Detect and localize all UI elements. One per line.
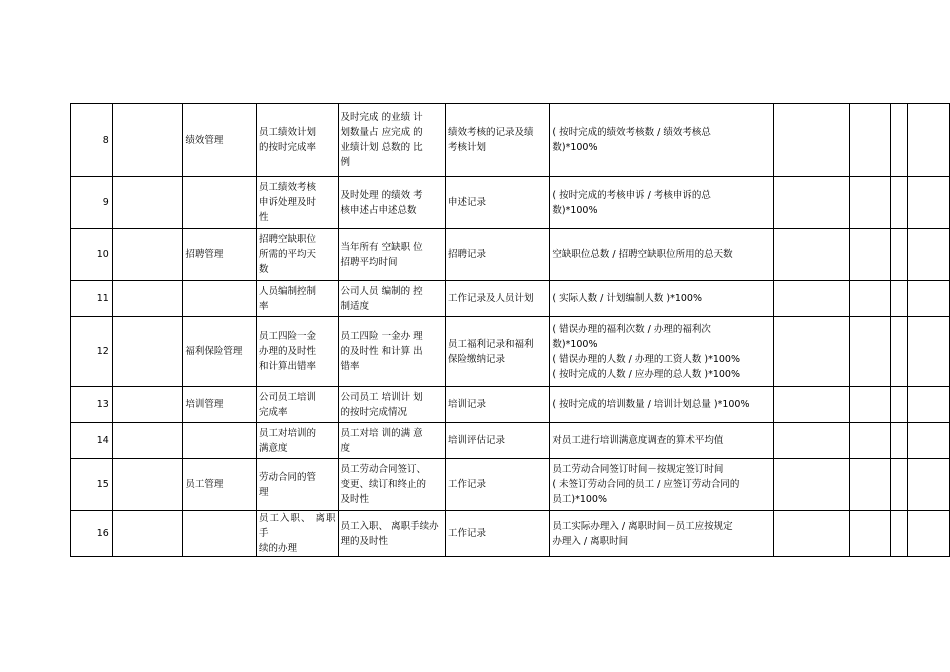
kpi-formula	[550, 281, 774, 317]
kpi-category: 福利保险管理	[183, 317, 257, 387]
kpi-formula-line: 员工实际办理入 / 离职时间－员工应按规定	[552, 520, 733, 532]
kpi-definition	[338, 177, 445, 229]
kpi-table-body	[71, 104, 950, 557]
blank-cell	[891, 423, 908, 459]
kpi-indicator-line: 和计算出错率	[258, 361, 316, 372]
blank-cell	[908, 423, 950, 459]
table-row	[71, 104, 950, 177]
blank-cell	[908, 387, 950, 423]
blank-cell	[891, 104, 908, 177]
kpi-indicator	[256, 511, 338, 557]
kpi-formula-line: ( 按时完成的培训数量 / 培训计划总量 )*100%	[552, 399, 750, 410]
table-row	[71, 387, 950, 423]
kpi-definition-line: 核申述占申述总数	[340, 204, 417, 216]
kpi-indicator-line: 员工对培训的	[258, 427, 316, 439]
kpi-definition	[338, 104, 445, 177]
kpi-definition-line: 划数量占 应完成 的	[340, 127, 423, 138]
kpi-formula-line: ( 按时完成的绩效考核数 / 绩效考核总	[552, 127, 711, 138]
kpi-definition-line: 员工入职、 离职手续办	[340, 520, 439, 532]
blank-cell	[891, 317, 908, 387]
kpi-indicator-line: 性	[258, 212, 269, 223]
kpi-data-source-line: 员工福利记录和福利	[447, 338, 534, 350]
kpi-definition-line: 公司人员 编制的 控	[340, 285, 423, 297]
kpi-definition-line: 员工对培 训的满 意	[340, 427, 423, 439]
kpi-indicator	[256, 281, 338, 317]
kpi-definition-line: 当年所有 空缺职 位	[340, 241, 423, 253]
kpi-data-source-line: 绩效考核的记录及绩	[447, 127, 534, 138]
kpi-formula-line: 空缺职位总数 / 招聘空缺职位所用的总天数	[552, 249, 733, 260]
kpi-indicator	[256, 177, 338, 229]
row-number: 12	[71, 317, 113, 387]
kpi-formula-line: 数)*100%	[552, 142, 598, 153]
kpi-indicator-line: 员工绩效计划	[258, 127, 316, 138]
blank-cell	[112, 459, 183, 511]
kpi-formula-line: 办理入 / 离职时间	[552, 535, 629, 547]
kpi-formula-line: 员工)*100%	[552, 494, 607, 505]
kpi-definition	[338, 459, 445, 511]
kpi-formula-line: ( 未签订劳动合同的员工 / 应签订劳动合同的	[552, 479, 740, 490]
kpi-data-source	[445, 104, 549, 177]
blank-cell	[891, 387, 908, 423]
kpi-indicator	[256, 387, 338, 423]
kpi-data-source	[445, 317, 549, 387]
kpi-indicator-line: 招聘空缺职位	[258, 234, 316, 245]
blank-cell	[908, 317, 950, 387]
kpi-data-source-line: 申述记录	[447, 197, 486, 208]
blank-cell	[774, 387, 850, 423]
blank-cell	[774, 229, 850, 281]
kpi-definition-line: 员工四险 一金办 理	[340, 331, 423, 342]
kpi-formula-line: ( 错误办理的人数 / 办理的工资人数 )*100%	[552, 353, 740, 365]
kpi-definition	[338, 511, 445, 557]
blank-cell	[112, 387, 183, 423]
table-row	[71, 177, 950, 229]
kpi-indicator-line: 率	[258, 300, 269, 312]
kpi-formula	[550, 387, 774, 423]
row-number: 10	[71, 229, 113, 281]
kpi-definition-line: 错率	[340, 361, 360, 372]
kpi-definition-line: 的及时性 和计算 出	[340, 346, 423, 357]
kpi-indicator-line: 理	[258, 486, 269, 498]
kpi-data-source-line: 工作记录	[447, 479, 486, 490]
kpi-formula	[550, 104, 774, 177]
kpi-data-source	[445, 281, 549, 317]
kpi-indicator	[256, 423, 338, 459]
blank-cell	[908, 459, 950, 511]
kpi-formula-line: 员工劳动合同签订时间－按规定签订时间	[552, 464, 724, 475]
blank-cell	[774, 177, 850, 229]
kpi-definition	[338, 281, 445, 317]
blank-cell	[908, 511, 950, 557]
kpi-definition-line: 例	[340, 157, 351, 168]
kpi-data-source	[445, 459, 549, 511]
blank-cell	[112, 423, 183, 459]
blank-cell	[891, 229, 908, 281]
table-row	[71, 459, 950, 511]
kpi-data-source-line: 保险缴纳记录	[447, 353, 505, 365]
kpi-data-source-line: 考核计划	[447, 142, 486, 153]
blank-cell	[774, 317, 850, 387]
kpi-data-source-line: 招聘记录	[447, 249, 486, 260]
kpi-definition-line: 制适度	[340, 300, 370, 312]
kpi-formula	[550, 511, 774, 557]
blank-cell	[849, 387, 891, 423]
blank-cell	[112, 104, 183, 177]
kpi-definition-line: 变更、续订和终止的	[340, 479, 427, 490]
blank-cell	[891, 281, 908, 317]
table-row	[71, 281, 950, 317]
blank-cell	[849, 281, 891, 317]
table-row	[71, 511, 950, 557]
kpi-definition-line: 公司员工 培训计 划	[340, 391, 423, 403]
kpi-data-source	[445, 511, 549, 557]
row-number: 11	[71, 281, 113, 317]
table-row	[71, 423, 950, 459]
kpi-data-source-line: 工作记录及人员计划	[447, 293, 534, 304]
blank-cell	[112, 229, 183, 281]
kpi-category: 绩效管理	[183, 104, 257, 177]
kpi-indicator-line: 办理的及时性	[258, 346, 316, 357]
blank-cell	[849, 459, 891, 511]
blank-cell	[908, 177, 950, 229]
kpi-indicator-line: 公司员工培训	[258, 391, 316, 403]
blank-cell	[112, 317, 183, 387]
kpi-indicator-line: 劳动合同的管	[258, 471, 316, 483]
row-number: 14	[71, 423, 113, 459]
kpi-category	[183, 511, 257, 557]
row-number: 13	[71, 387, 113, 423]
blank-cell	[849, 317, 891, 387]
kpi-indicator-line: 数	[258, 264, 269, 275]
kpi-indicator-line: 满意度	[258, 442, 288, 454]
kpi-category	[183, 281, 257, 317]
kpi-definition	[338, 229, 445, 281]
row-number: 15	[71, 459, 113, 511]
kpi-indicator	[256, 459, 338, 511]
kpi-indicator	[256, 229, 338, 281]
blank-cell	[908, 281, 950, 317]
kpi-indicator-line: 的按时完成率	[258, 142, 316, 153]
kpi-definition	[338, 423, 445, 459]
kpi-indicator-line: 所需的平均天	[258, 249, 316, 260]
kpi-definition-line: 及时处理 的绩效 考	[340, 189, 423, 201]
kpi-table	[70, 103, 950, 557]
kpi-formula	[550, 177, 774, 229]
kpi-formula-line: 对员工进行培训满意度调查的算术平均值	[552, 435, 724, 446]
kpi-formula-line: ( 错误办理的福利次数 / 办理的福利次	[552, 323, 711, 335]
kpi-definition-line: 招聘平均时间	[340, 256, 398, 268]
kpi-category: 培训管理	[183, 387, 257, 423]
kpi-category: 员工管理	[183, 459, 257, 511]
kpi-category	[183, 177, 257, 229]
kpi-data-source-line: 工作记录	[447, 528, 486, 539]
blank-cell	[908, 229, 950, 281]
blank-cell	[891, 177, 908, 229]
kpi-category: 招聘管理	[183, 229, 257, 281]
kpi-indicator-line: 员工四险一金	[258, 331, 316, 342]
kpi-data-source	[445, 423, 549, 459]
kpi-formula-line: ( 按时完成的人数 / 应办理的总人数 )*100%	[552, 368, 740, 380]
kpi-data-source-line: 培训评估记录	[447, 435, 505, 446]
kpi-definition-line: 及时完成 的业绩 计	[340, 112, 423, 123]
kpi-formula-line: ( 按时完成的考核申诉 / 考核申诉的总	[552, 189, 711, 201]
blank-cell	[774, 423, 850, 459]
kpi-indicator	[256, 104, 338, 177]
blank-cell	[774, 459, 850, 511]
table-row	[71, 317, 950, 387]
blank-cell	[112, 177, 183, 229]
blank-cell	[891, 511, 908, 557]
blank-cell	[112, 281, 183, 317]
kpi-indicator-line: 人员编制控制	[258, 285, 316, 297]
kpi-definition-line: 及时性	[340, 494, 370, 505]
kpi-formula-line: 数)*100%	[552, 204, 598, 216]
kpi-definition-line: 员工劳动合同签订、	[340, 464, 427, 475]
kpi-formula	[550, 459, 774, 511]
kpi-data-source	[445, 177, 549, 229]
kpi-indicator-line: 员工绩效考核	[258, 182, 316, 193]
blank-cell	[849, 511, 891, 557]
kpi-definition-line: 理的及时性	[340, 535, 389, 547]
row-number: 8	[71, 104, 113, 177]
kpi-data-source-line: 培训记录	[447, 399, 486, 410]
kpi-indicator	[256, 317, 338, 387]
kpi-category	[183, 423, 257, 459]
kpi-definition	[338, 387, 445, 423]
kpi-indicator-line: 员工入职、 离职手	[258, 513, 336, 539]
kpi-definition-line: 的按时完成情况	[340, 406, 408, 418]
blank-cell	[849, 229, 891, 281]
kpi-definition	[338, 317, 445, 387]
kpi-formula-line: ( 实际人数 / 计划编制人数 )*100%	[552, 293, 702, 304]
row-number: 9	[71, 177, 113, 229]
blank-cell	[774, 281, 850, 317]
row-number: 16	[71, 511, 113, 557]
blank-cell	[774, 511, 850, 557]
blank-cell	[849, 104, 891, 177]
blank-cell	[908, 104, 950, 177]
blank-cell	[849, 423, 891, 459]
blank-cell	[774, 104, 850, 177]
kpi-formula	[550, 317, 774, 387]
kpi-data-source	[445, 229, 549, 281]
kpi-indicator-line: 申诉处理及时	[258, 197, 316, 208]
blank-cell	[112, 511, 183, 557]
blank-cell	[891, 459, 908, 511]
kpi-data-source	[445, 387, 549, 423]
table-row	[71, 229, 950, 281]
kpi-indicator-line: 续的办理	[258, 543, 297, 554]
kpi-indicator-line: 完成率	[258, 406, 288, 418]
blank-cell	[849, 177, 891, 229]
kpi-definition-line: 度	[340, 442, 351, 454]
kpi-formula-line: 数)*100%	[552, 338, 598, 350]
kpi-formula	[550, 229, 774, 281]
kpi-formula	[550, 423, 774, 459]
kpi-definition-line: 业绩计划 总数的 比	[340, 142, 423, 153]
